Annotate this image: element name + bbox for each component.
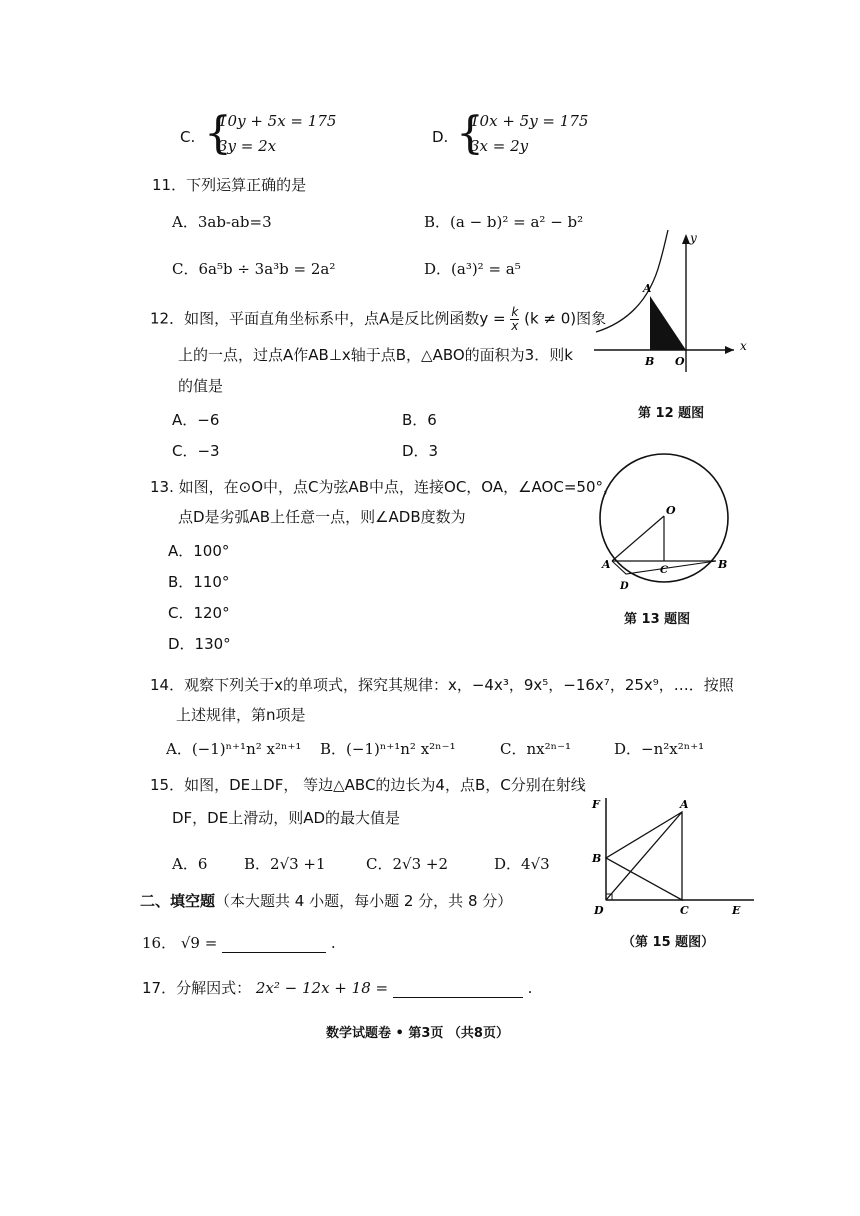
q14-option-a: A．(−1)ⁿ⁺¹n² x²ⁿ⁺¹	[166, 740, 302, 758]
q14-stem-line1: 14．观察下列关于x的单项式，探究其规律：x，−4x³，9x⁵，−16x⁷，25x⁹，…．按照	[150, 676, 734, 694]
q14-stem-line2: 上述规律，第n项是	[176, 706, 306, 724]
q15-option-b: B．2√3 +1	[244, 855, 326, 873]
q11-option-d: D．(a³)² = a⁵	[424, 260, 521, 278]
section-2-note: （本大题共 4 小题，每小题 2 分，共 8 分）	[215, 892, 513, 910]
q10-option-c-eq2: 3y = 2x	[218, 137, 277, 155]
q12-stem-line2: 上的一点，过点A作AB⊥x轴于点B，△ABO的面积为3．则k	[178, 346, 573, 364]
q12-option-b: B．6	[402, 411, 437, 429]
q11-option-a: A．3ab-ab=3	[172, 213, 272, 231]
q12-option-c: C．−3	[172, 442, 220, 460]
q17-line	[142, 977, 532, 998]
q13-label-a: A	[602, 558, 611, 571]
q13-stem-line2: 点D是劣弧AB上任意一点，则∠ADB度数为	[178, 508, 466, 526]
q12-stem-line3: 的值是	[178, 377, 224, 395]
q15-label-b: B	[592, 852, 602, 865]
q11-option-b: B．(a − b)² = a² − b²	[424, 213, 584, 231]
q12-stem-line1	[150, 306, 606, 332]
q13-option-c: C．120°	[168, 604, 230, 622]
q15-segment-ad	[606, 812, 682, 900]
section-2-title: 二、填空题	[140, 892, 216, 910]
q12-fraction-denominator: x	[511, 318, 519, 333]
q17-end: .	[527, 979, 533, 997]
q12-stem-a: 12．如图，平面直角坐标系中，点A是反比例函数y =	[150, 309, 506, 328]
q15-label-a: A	[680, 798, 689, 811]
q12-stem-b: (k ≠ 0)图象	[524, 309, 607, 328]
q13-segment-oa	[612, 516, 664, 561]
q12-y-arrow	[682, 234, 690, 244]
q15-option-c: C．2√3 +2	[366, 855, 449, 873]
q14-option-c: C．nx²ⁿ⁻¹	[500, 740, 572, 758]
q13-label-b: B	[718, 558, 728, 571]
q13-label-o: O	[666, 504, 676, 517]
q11-option-c: C．6a⁵b ÷ 3a³b = 2a²	[172, 260, 336, 278]
q13-caption: 第 13 题图	[624, 612, 691, 627]
q14-option-b: B．(−1)ⁿ⁺¹n² x²ⁿ⁻¹	[320, 740, 456, 758]
q10-option-d-eq1: 10x + 5y = 175	[470, 112, 589, 130]
q15-label-e: E	[732, 904, 741, 917]
q13-figure	[590, 448, 750, 608]
q10-option-c-brace: {	[204, 108, 232, 159]
q10-option-d-label: D.	[432, 128, 449, 146]
q17-label: 17．分解因式：	[142, 979, 252, 997]
q12-triangle-abo	[650, 296, 686, 350]
q12-label-x: x	[740, 339, 747, 353]
q16-end: .	[330, 934, 336, 952]
q15-label-f: F	[592, 798, 600, 811]
q15-stem-line2: DF，DE上滑动，则AD的最大值是	[172, 809, 401, 827]
q15-label-c: C	[680, 904, 689, 917]
q11-stem: 11．下列运算正确的是	[152, 176, 307, 194]
q12-label-y: y	[690, 231, 697, 245]
q12-caption: 第 12 题图	[638, 406, 705, 421]
q16-answer-blank[interactable]	[222, 938, 326, 953]
q12-label-b: B	[645, 355, 655, 368]
q17-expression: 2x² − 12x + 18 =	[255, 979, 389, 997]
q17-answer-blank[interactable]	[393, 983, 523, 998]
q15-option-a: A．6	[172, 855, 208, 873]
section-2-heading	[140, 890, 512, 911]
q12-fraction	[510, 306, 519, 332]
q13-label-c: C	[660, 565, 668, 576]
q12-option-d: D．3	[402, 442, 439, 460]
q15-option-d: D．4√3	[494, 855, 550, 873]
q10-option-d-brace: {	[456, 108, 484, 159]
q12-option-a: A．−6	[172, 411, 220, 429]
q13-label-d: D	[620, 581, 629, 592]
q10-option-c-label: C.	[180, 128, 196, 146]
q12-fraction-numerator: k	[511, 305, 519, 319]
page-footer: 数学试题卷 • 第3页 （共8页）	[326, 1026, 509, 1041]
q13-stem-line1: 13. 如图，在⊙O中，点C为弦AB中点，连接OC，OA，∠AOC=50°，	[150, 478, 618, 496]
q10-option-c-eq1: 10y + 5x = 175	[218, 112, 337, 130]
q10-option-d-eq2: 3x = 2y	[470, 137, 529, 155]
q13-option-b: B．110°	[168, 573, 230, 591]
q13-option-d: D．130°	[168, 635, 231, 653]
q15-figure	[586, 790, 756, 920]
q16-line	[142, 932, 336, 953]
q13-option-a: A．100°	[168, 542, 230, 560]
q16-label: 16．	[142, 934, 177, 952]
q12-figure	[588, 226, 758, 396]
q12-label-o: O	[675, 355, 685, 368]
q14-option-d: D．−n²x²ⁿ⁺¹	[614, 740, 705, 758]
q15-label-d: D	[594, 904, 604, 917]
q16-expression: √9 =	[180, 934, 218, 952]
q12-x-arrow	[725, 346, 734, 354]
q15-stem-line1: 15．如图，DE⊥DF， 等边△ABC的边长为4，点B，C分别在射线	[150, 776, 586, 794]
q15-caption: （第 15 题图）	[622, 935, 715, 950]
q12-label-a: A	[643, 282, 652, 295]
